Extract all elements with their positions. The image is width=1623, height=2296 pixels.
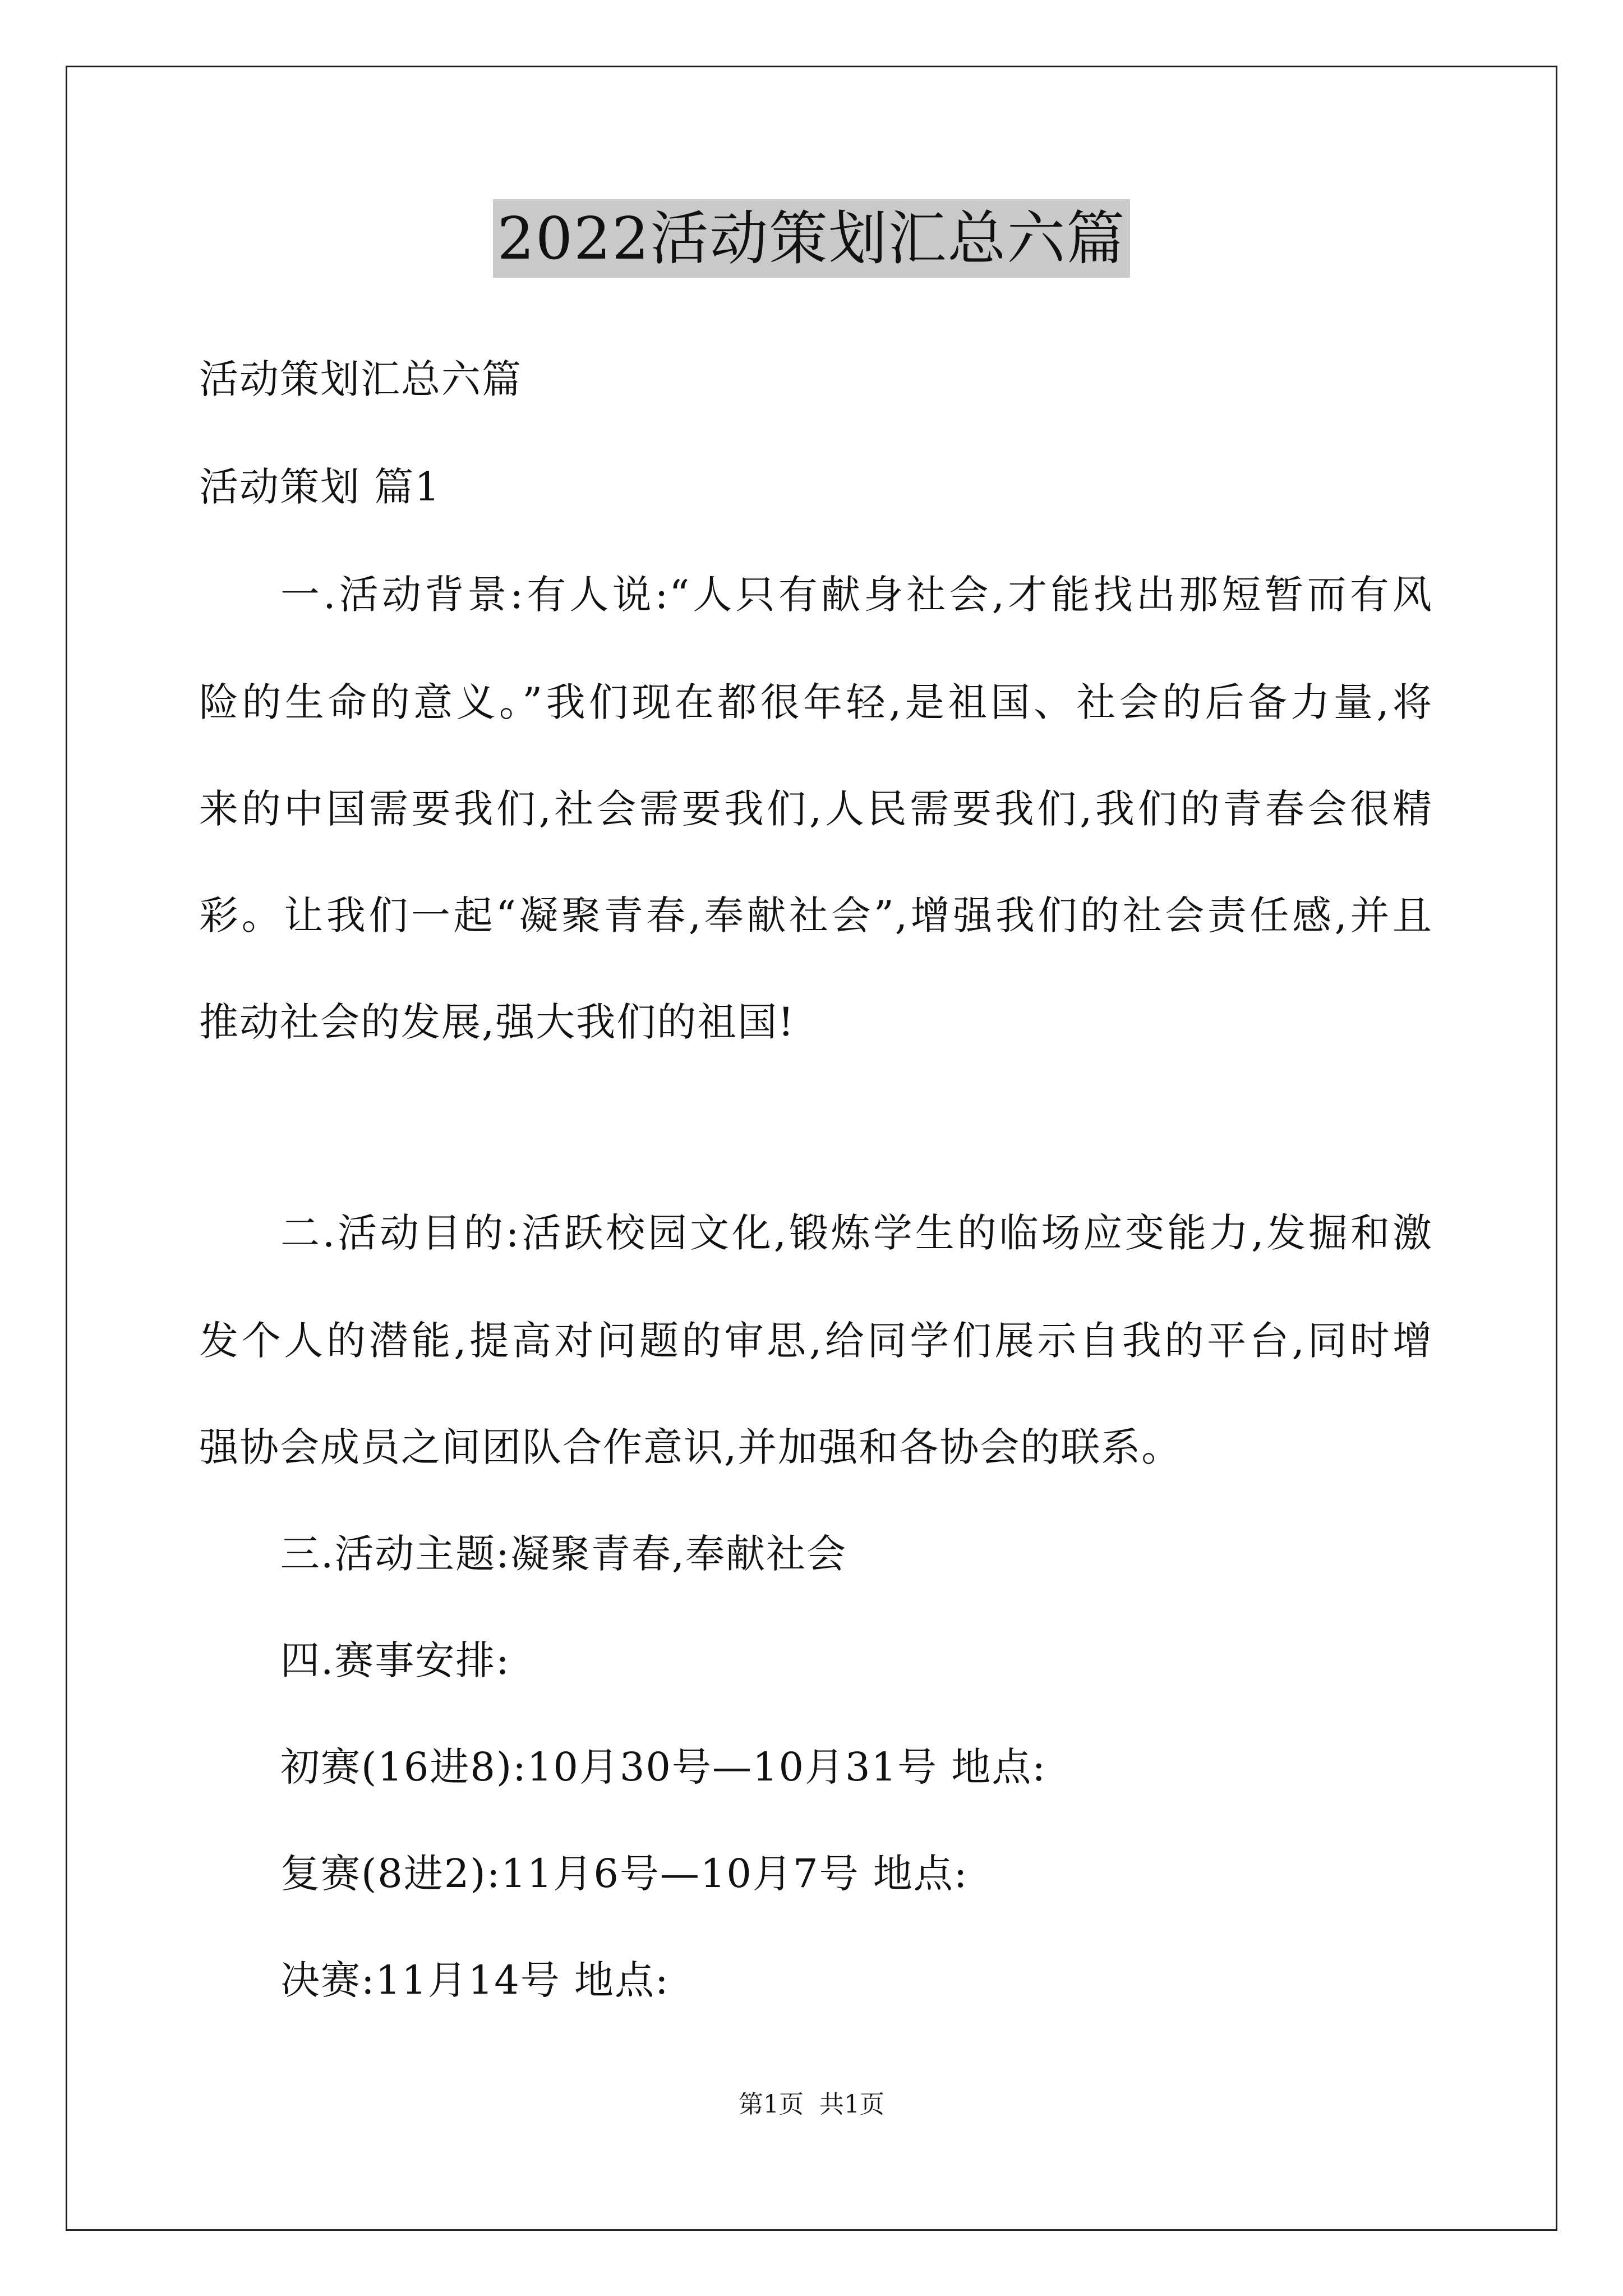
section-heading: 活动策划 篇1 [199,464,441,510]
paragraph2-line: 二.活动目的:活跃校园文化,锻炼学生的临场应变能力,发掘和激 [280,1210,1433,1256]
schedule-item: 初赛(16进8):10月30号—10月31号 地点: [280,1744,1046,1790]
paragraph2-line: 强协会成员之间团队合作意识,并加强和各协会的联系。 [199,1424,1182,1470]
paragraph1-line: 推动社会的发展,强大我们的祖国! [199,999,795,1045]
paragraph1-line: 险的生命的意义。”我们现在都很年轻,是祖国、社会的后备力量,将 [199,679,1433,725]
page-footer: 第1页 共1页 [739,2090,884,2119]
paragraph1-line: 一.活动背景:有人说:“人只有献身社会,才能找出那短暂而有风 [280,572,1433,618]
schedule-heading: 四.赛事安排: [280,1637,510,1683]
paragraph1-line: 来的中国需要我们,社会需要我们,人民需要我们,我们的青春会很精 [199,786,1433,832]
paragraph1-line: 彩。让我们一起“凝聚青春,奉献社会”,增强我们的社会责任感,并且 [199,892,1433,938]
title-container [0,199,1623,278]
schedule-item: 复赛(8进2):11月6号—10月7号 地点: [280,1851,969,1897]
document-subtitle: 活动策划汇总六篇 [199,356,522,402]
document-title: 2022活动策划汇总六篇 [493,199,1131,278]
schedule-item: 决赛:11月14号 地点: [280,1957,670,2003]
paragraph2-line: 发个人的潜能,提高对问题的审思,给同学们展示自我的平台,同时增 [199,1318,1433,1364]
activity-theme: 三.活动主题:凝聚青春,奉献社会 [280,1531,847,1577]
